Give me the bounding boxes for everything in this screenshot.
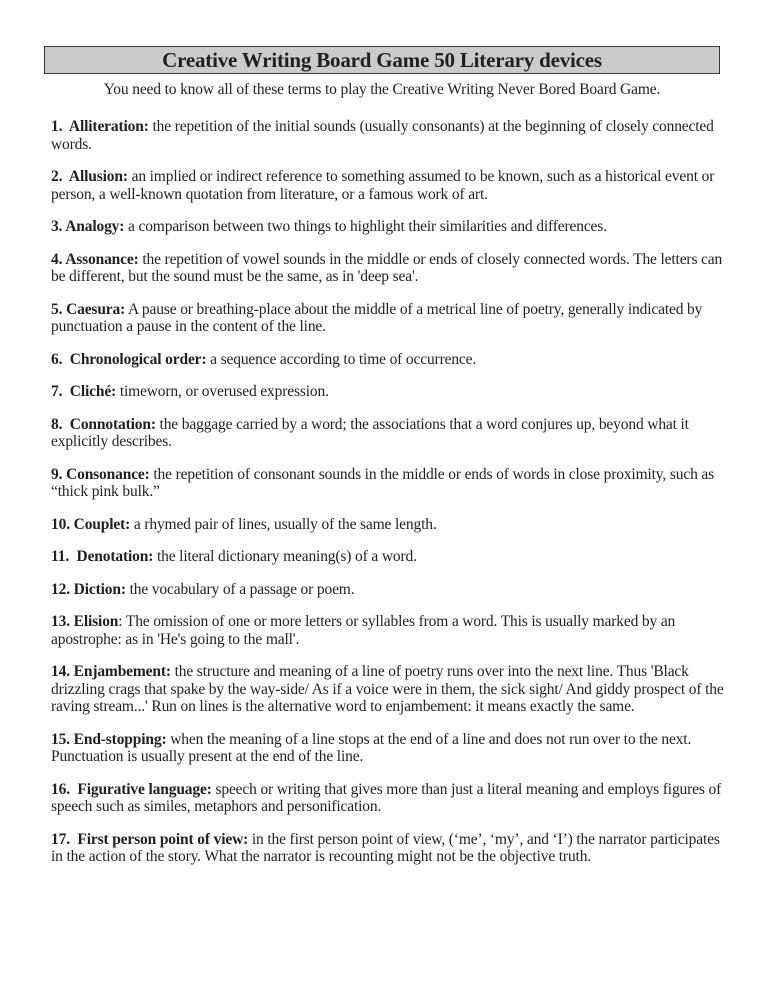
- entry-definition: the repetition of the initial sounds (usually consonants) at the beginning of closely connected words.: [51, 118, 714, 153]
- list-item: [51, 383, 731, 401]
- entry-definition: the literal dictionary meaning(s) of a word.: [153, 548, 417, 565]
- list-item: [51, 516, 731, 534]
- literary-devices-list: [51, 118, 731, 881]
- entry-definition: the baggage carried by a word; the associations that a word conjures up, beyond what it explicitly describes.: [51, 415, 689, 450]
- entry-term: Figurative language:: [77, 780, 212, 798]
- entry-number: 2.: [51, 168, 69, 185]
- entry-definition: a sequence according to time of occurrence.: [206, 350, 477, 368]
- entry-number: 9.: [51, 465, 67, 483]
- list-item: [51, 301, 731, 336]
- entry-number: 10.: [51, 515, 74, 533]
- entry-definition: speech or writing that gives more than just a literal meaning and employs figures of speech such as similes, metaphors and personification.: [51, 780, 722, 815]
- entry-definition: A pause or breathing-place about the middle of a metrical line of poetry, generally indicated by punctuation a pause in the content of the line.: [51, 300, 703, 335]
- entry-number: 6.: [51, 350, 70, 368]
- list-item: [51, 118, 731, 153]
- entry-number: 11.: [51, 548, 77, 565]
- entry-definition: : The omission of one or more letters or syllables from a word. This is usually marked by an apostrophe: as in 'He's going to the mall'.: [51, 613, 676, 648]
- entry-number: 4.: [51, 250, 66, 268]
- entry-term: First person point of view:: [77, 830, 249, 848]
- list-item: [51, 731, 731, 766]
- entry-term: Caesura:: [66, 300, 126, 318]
- entry-term: Elision: [73, 613, 119, 630]
- entry-term: Allusion:: [68, 168, 128, 185]
- entry-term: Analogy:: [65, 218, 125, 235]
- entry-term: Diction:: [73, 580, 126, 598]
- entry-term: Consonance:: [66, 465, 150, 483]
- title-box: [44, 46, 720, 74]
- entry-definition: the repetition of consonant sounds in the middle or ends of words in close proximity, such as “thick pink bulk.”: [51, 465, 714, 500]
- entry-definition: timeworn, or overused expression.: [116, 383, 329, 400]
- entry-term: Enjambement:: [73, 663, 171, 680]
- entry-definition: the vocabulary of a passage or poem.: [125, 580, 355, 598]
- entry-definition: an implied or indirect reference to something assumed to be known, such as a historical event or person, a well-known quotation from literature, or a famous work of art.: [51, 168, 715, 203]
- entry-number: 1.: [51, 118, 69, 135]
- entry-term: Chronological order:: [69, 350, 207, 368]
- entry-term: Alliteration:: [68, 118, 149, 135]
- entry-number: 5.: [51, 300, 67, 318]
- entry-number: 8.: [51, 415, 70, 433]
- entry-number: 12.: [51, 580, 74, 598]
- entry-number: 15.: [51, 730, 74, 748]
- list-item: [51, 581, 731, 599]
- entry-term: Connotation:: [69, 415, 156, 433]
- page-subtitle: You need to know all of these terms to play the Creative Writing Never Bored Board Game.: [103, 81, 661, 98]
- entry-number: 17.: [51, 830, 78, 848]
- list-item: [51, 548, 731, 566]
- entry-definition: in the first person point of view, (‘me’, ‘my’, and ‘I’) the narrator participates in the action of the story. What the narrator is recounting might not be the objective truth.: [51, 830, 720, 865]
- entry-definition: a rhymed pair of lines, usually of the same length.: [130, 515, 437, 533]
- entry-term: Assonance:: [65, 250, 139, 268]
- entry-term: End-stopping:: [73, 730, 167, 748]
- entry-number: 7.: [51, 383, 70, 400]
- entry-number: 14.: [51, 663, 74, 680]
- list-item: [51, 613, 731, 648]
- list-item: [51, 663, 731, 716]
- list-item: [51, 251, 731, 286]
- list-item: [51, 466, 731, 501]
- entry-term: Denotation:: [76, 548, 154, 565]
- entry-definition: a comparison between two things to highlight their similarities and differences.: [124, 218, 607, 235]
- page-title: Creative Writing Board Game 50 Literary devices: [162, 47, 602, 72]
- list-item: [51, 168, 731, 203]
- list-item: [51, 781, 731, 816]
- entry-definition: the structure and meaning of a line of poetry runs over into the next line. Thus 'Black drizzling crags that spake by the way-side/ As if a voice were in them, the sick sight/ And giddy prospect of the raving stream...' Run on lines is the alternative word to enjambement: it means exactly the same.: [51, 663, 724, 715]
- entry-term: Couplet:: [73, 515, 131, 533]
- list-item: [51, 218, 731, 236]
- entry-number: 13.: [51, 613, 74, 630]
- entry-number: 16.: [51, 780, 78, 798]
- list-item: [51, 416, 731, 451]
- entry-term: Cliché:: [69, 383, 117, 400]
- entry-number: 3.: [51, 218, 66, 235]
- entry-definition: the repetition of vowel sounds in the middle or ends of closely connected words. The letters can be different, but the sound must be the same, as in 'deep sea'.: [51, 250, 723, 285]
- list-item: [51, 831, 731, 866]
- list-item: [51, 351, 731, 369]
- entry-definition: when the meaning of a line stops at the end of a line and does not run over to the next. Punctuation is usually present at the end of the line.: [51, 730, 692, 765]
